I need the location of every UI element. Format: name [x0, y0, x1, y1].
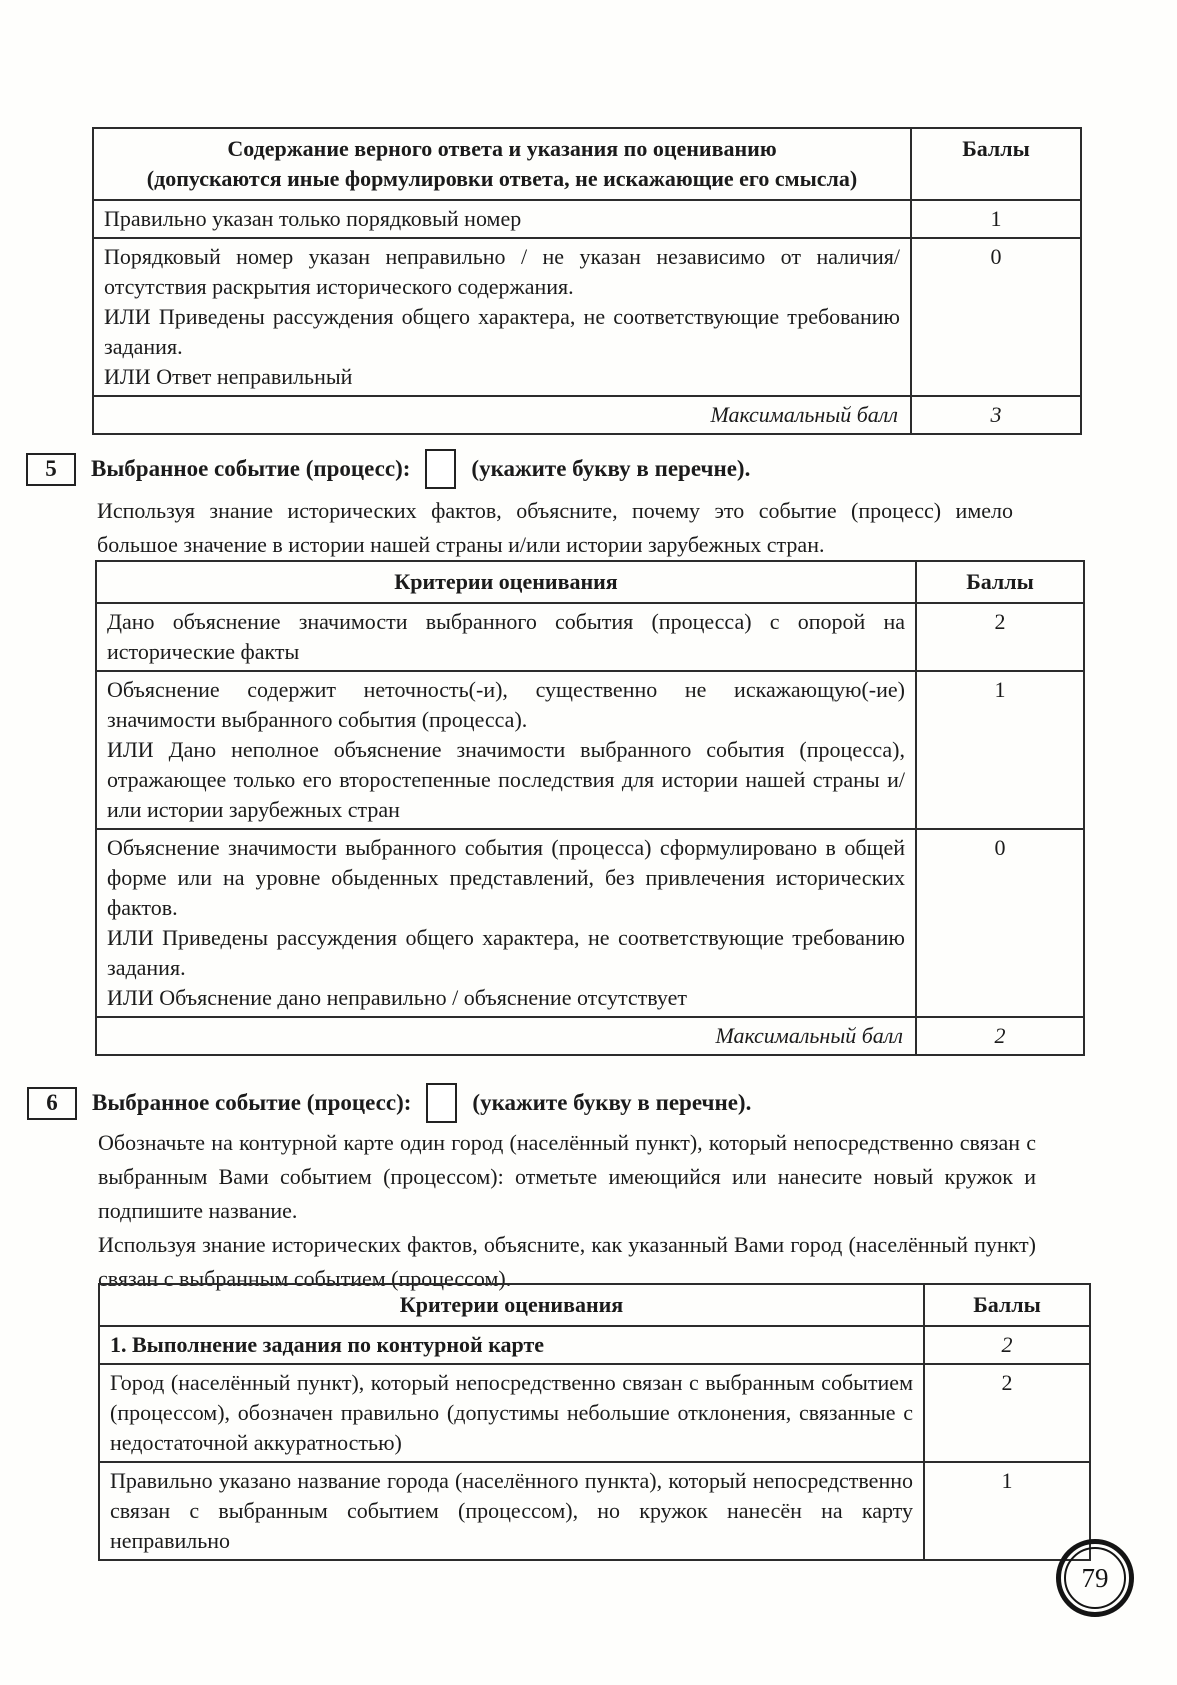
criteria-paragraph: Объяснение значимости выбранного события (процесса) сформулировано в общей форме или на уровне обыденных представлений, без привлечения исторических фактов.: [107, 835, 905, 920]
criteria-cell: [93, 200, 911, 238]
criteria-cell: [96, 671, 916, 829]
task6-line: [27, 1083, 751, 1123]
max-score-value: 2: [916, 1017, 1084, 1055]
task6-intro-paragraph: Используя знание исторических фактов, объясните, как указанный Вами город (населённый пункт) связан с выбранным событием (процессом).: [98, 1232, 1036, 1291]
table-row: [96, 829, 1084, 1017]
score-cell: 0: [916, 829, 1084, 1017]
table-row: [99, 1462, 1090, 1560]
task5-prompt-suffix: (укажите букву в перечне).: [471, 456, 751, 481]
criteria-section-cell: [99, 1326, 924, 1364]
criteria-paragraph: Дано объяснение значимости выбранного события (процесса) с опорой на исторические факты: [107, 609, 905, 664]
max-score-value: 3: [911, 396, 1081, 434]
criteria-paragraph: Город (населённый пункт), который непосредственно связан с выбранным событием (процессом), обозначен правильно (допустимы небольшие отклонения, связанные с недостаточной аккуратностью): [110, 1370, 913, 1455]
criteria-paragraph: ИЛИ Дано неполное объяснение значимости выбранного события (процесса), отражающее только его второстепенные последствия для истории нашей страны и/или истории зарубежных стран: [107, 737, 905, 822]
task5-intro-paragraph: Используя знание исторических фактов, объясните, почему это событие (процесс) имело большое значение в истории нашей страны и/или истории зарубежных стран.: [97, 498, 1013, 557]
criteria-paragraph: ИЛИ Приведены рассуждения общего характера, не соответствующие требованию задания.: [107, 925, 905, 980]
criteria-paragraph: Объяснение содержит неточность(-и), существенно не искажающую(-ие) значимости выбранного события (процесса).: [107, 677, 905, 732]
task6-answer-letter-box: [426, 1083, 457, 1123]
criteria-paragraph: ИЛИ Ответ неправильный: [104, 364, 353, 389]
task6-prompt: Выбранное событие (процесс):: [92, 1090, 412, 1115]
task5-criteria-table: [95, 560, 1085, 1056]
criteria-cell: [99, 1364, 924, 1462]
score-cell: 1: [911, 200, 1081, 238]
page-number-circle: [1056, 1539, 1134, 1617]
table-row: [93, 200, 1081, 238]
score-cell: 2: [916, 603, 1084, 671]
score-header-cell: Баллы: [911, 128, 1081, 200]
criteria-paragraph: Правильно указано название города (населённого пункта), который непосредственно связан с выбранным событием (процессом), но кружок нанесён на карту неправильно: [110, 1468, 913, 1553]
answer-content-scoring-table: [92, 127, 1082, 435]
score-cell: 2: [924, 1326, 1090, 1364]
max-score-row: [93, 396, 1081, 434]
max-score-label: Максимальный балл: [93, 396, 911, 434]
criteria-paragraph: Правильно указан только порядковый номер: [104, 206, 522, 231]
task6-intro-paragraph: Обозначьте на контурной карте один город (населённый пункт), который непосредственно связан с выбранным Вами событием (процессом): отметьте имеющийся или нанесите новый кружок и подпишите название.: [98, 1130, 1036, 1223]
criteria-header-line2: (допускаются иные формулировки ответа, не искажающие его смысла): [146, 166, 858, 191]
criteria-cell: [96, 603, 916, 671]
score-cell: 1: [916, 671, 1084, 829]
task6-criteria-table: [98, 1283, 1091, 1561]
criteria-header-cell: [93, 128, 911, 200]
table-row: [99, 1364, 1090, 1462]
score-cell: 1: [924, 1462, 1090, 1560]
criteria-paragraph: ИЛИ Объяснение дано неправильно / объяснение отсутствует: [107, 985, 688, 1010]
table-row: [96, 671, 1084, 829]
task5-answer-letter-box: [425, 449, 456, 489]
criteria-paragraph: 1. Выполнение задания по контурной карте: [110, 1332, 545, 1357]
task6-intro: [98, 1126, 1036, 1296]
max-score-row: [96, 1017, 1084, 1055]
page-number: 79: [1081, 1562, 1109, 1593]
task5-prompt: Выбранное событие (процесс):: [91, 456, 411, 481]
criteria-cell: [99, 1462, 924, 1560]
score-header-cell: Баллы: [924, 1284, 1090, 1326]
table-row: [96, 603, 1084, 671]
criteria-header-cell: Критерии оценивания: [99, 1284, 924, 1326]
task5-number-box: 5: [26, 453, 76, 486]
task5-line: [26, 449, 750, 489]
criteria-cell: [93, 238, 911, 396]
criteria-cell: [96, 829, 916, 1017]
table-row: [99, 1326, 1090, 1364]
criteria-header-cell: Критерии оценивания: [96, 561, 916, 603]
task6-prompt-suffix: (укажите букву в перечне).: [472, 1090, 752, 1115]
max-score-label: Максимальный балл: [96, 1017, 916, 1055]
score-cell: 2: [924, 1364, 1090, 1462]
criteria-paragraph: ИЛИ Приведены рассуждения общего характера, не соответствующие требованию задания.: [104, 304, 900, 359]
score-cell: 0: [911, 238, 1081, 396]
score-header-cell: Баллы: [916, 561, 1084, 603]
task6-number-box: 6: [27, 1087, 77, 1120]
table-row: [93, 238, 1081, 396]
criteria-paragraph: Порядковый номер указан неправильно / не указан независимо от наличия/отсутствия раскрытия исторического содержания.: [104, 244, 900, 299]
criteria-header-line1: Содержание верного ответа и указания по оцениванию: [227, 136, 777, 161]
